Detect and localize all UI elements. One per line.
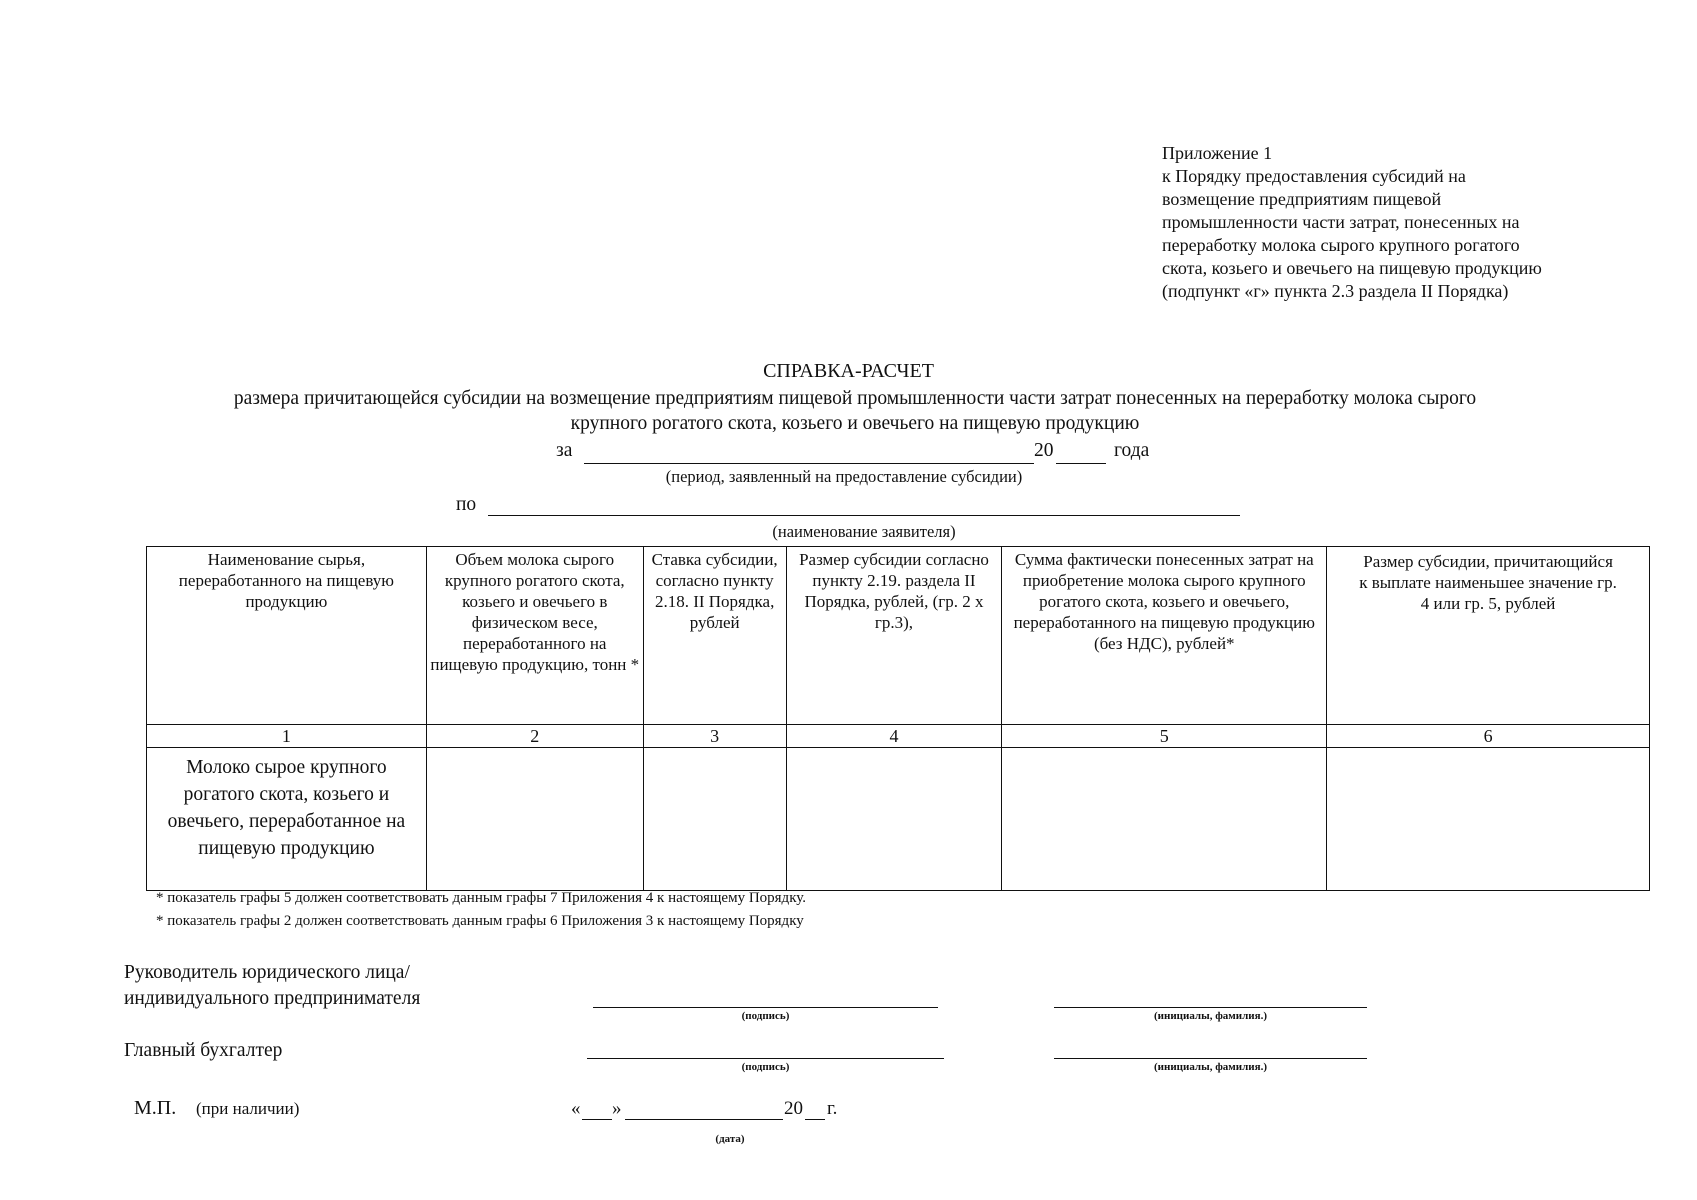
date-open-quote: «: [571, 1098, 581, 1119]
appendix-line: Приложение 1: [1162, 143, 1273, 163]
header-cell: Размер субсидии согласно пункту 2.19. раздела II Порядка, рублей, (гр. 2 х гр.3),: [786, 547, 1002, 725]
date-year-field[interactable]: [805, 1119, 825, 1120]
table-row: [147, 748, 1650, 891]
period-suffix: года: [1114, 440, 1150, 461]
header-cell: Наименование сырья, переработанного на пищевую продукцию: [147, 547, 427, 725]
date-suffix: г.: [827, 1098, 838, 1119]
raw-material-name: Молоко сырое крупного рогатого скота, козьего и овечьего, переработанное на пищевую продукцию: [147, 748, 427, 891]
footnote-1: * показатель графы 5 должен соответствовать данным графы 7 Приложения 4 к настоящему Порядку.: [156, 890, 807, 906]
appendix-note: [1162, 142, 1542, 303]
accountant-signature-field[interactable]: [587, 1058, 944, 1059]
header-cell: Ставка субсидии, согласно пункту 2.18. II Порядка, рублей: [643, 547, 786, 725]
stamp-label: М.П.: [134, 1097, 177, 1119]
volume-cell[interactable]: [426, 748, 643, 891]
accountant-label: Главный бухгалтер: [124, 1040, 283, 1061]
column-number: 2: [426, 725, 643, 748]
column-number: 4: [786, 725, 1002, 748]
subsidy-size-cell[interactable]: [786, 748, 1002, 891]
appendix-line: переработку молока сырого крупного рогатого: [1162, 235, 1520, 255]
document-title: СПРАВКА-РАСЧЕТ: [763, 360, 934, 382]
header-cell: Объем молока сырого крупного рогатого скота, козьего и овечьего в физическом весе, переработанного на пищевую продукцию, тонн *: [426, 547, 643, 725]
accountant-signature-caption: (подпись): [741, 1061, 790, 1073]
head-label-line-1: Руководитель юридического лица/: [124, 962, 410, 983]
column-number: 6: [1327, 725, 1650, 748]
head-signatory-label: [124, 960, 420, 1012]
period-prefix: за: [556, 440, 573, 461]
column-number: 5: [1002, 725, 1327, 748]
appendix-line: скота, козьего и овечьего на пищевую продукцию: [1162, 258, 1542, 278]
applicant-prefix: по: [456, 494, 477, 515]
header-cell: Сумма фактически понесенных затрат на приобретение молока сырого крупного рогатого скота, козьего и овечьего, переработанного на пищевую продукцию (без НДС), рублей*: [1002, 547, 1327, 725]
appendix-line: к Порядку предоставления субсидий на: [1162, 166, 1466, 186]
rate-cell[interactable]: [643, 748, 786, 891]
header-cell: Размер субсидии, причитающийся к выплате наименьшее значение гр. 4 или гр. 5, рублей: [1327, 547, 1650, 725]
head-signature-caption: (подпись): [741, 1010, 790, 1022]
accountant-name-caption: (инициалы, фамилия.): [1153, 1061, 1268, 1073]
head-name-field[interactable]: [1054, 1007, 1367, 1008]
period-field[interactable]: [584, 463, 1034, 464]
subsidy-payable-cell[interactable]: [1327, 748, 1650, 891]
date-day-field[interactable]: [582, 1119, 612, 1120]
date-caption: (дата): [715, 1133, 745, 1145]
column-number: 3: [643, 725, 786, 748]
head-signature-field[interactable]: [593, 1007, 938, 1008]
period-year-prefix: 20: [1034, 440, 1054, 461]
head-label-line-2: индивидуального предпринимателя: [124, 988, 421, 1009]
table-header-row: [147, 547, 1650, 725]
footnote-2: * показатель графы 2 должен соответствовать данным графы 6 Приложения 3 к настоящему Порядку: [156, 913, 804, 929]
table-number-row: [147, 725, 1650, 748]
date-close-quote: »: [612, 1098, 622, 1119]
accountant-name-field[interactable]: [1054, 1058, 1367, 1059]
applicant-caption: (наименование заявителя): [772, 522, 956, 541]
appendix-line: промышленности части затрат, понесенных на: [1162, 212, 1520, 232]
subtitle-line-2: крупного рогатого скота, козьего и овечьего на пищевую продукцию: [570, 413, 1140, 434]
date-month-field[interactable]: [625, 1119, 783, 1120]
period-caption: (период, заявленный на предоставление субсидии): [665, 467, 1023, 486]
column-number: 1: [147, 725, 427, 748]
period-year-field[interactable]: [1056, 463, 1106, 464]
subtitle-line-1: размера причитающейся субсидии на возмещение предприятиям пищевой промышленности части затрат понесенных на переработку молока сырого: [233, 388, 1477, 409]
document-subtitle: [140, 386, 1570, 436]
appendix-line: возмещение предприятиям пищевой: [1162, 189, 1442, 209]
actual-costs-cell[interactable]: [1002, 748, 1327, 891]
applicant-field[interactable]: [488, 515, 1240, 516]
appendix-line: (подпункт «г» пункта 2.3 раздела II Порядка): [1162, 281, 1509, 301]
stamp-note: (при наличии): [196, 1099, 300, 1118]
subsidy-table: [146, 546, 1650, 891]
head-name-caption: (инициалы, фамилия.): [1153, 1010, 1268, 1022]
date-year-prefix: 20: [784, 1098, 803, 1119]
